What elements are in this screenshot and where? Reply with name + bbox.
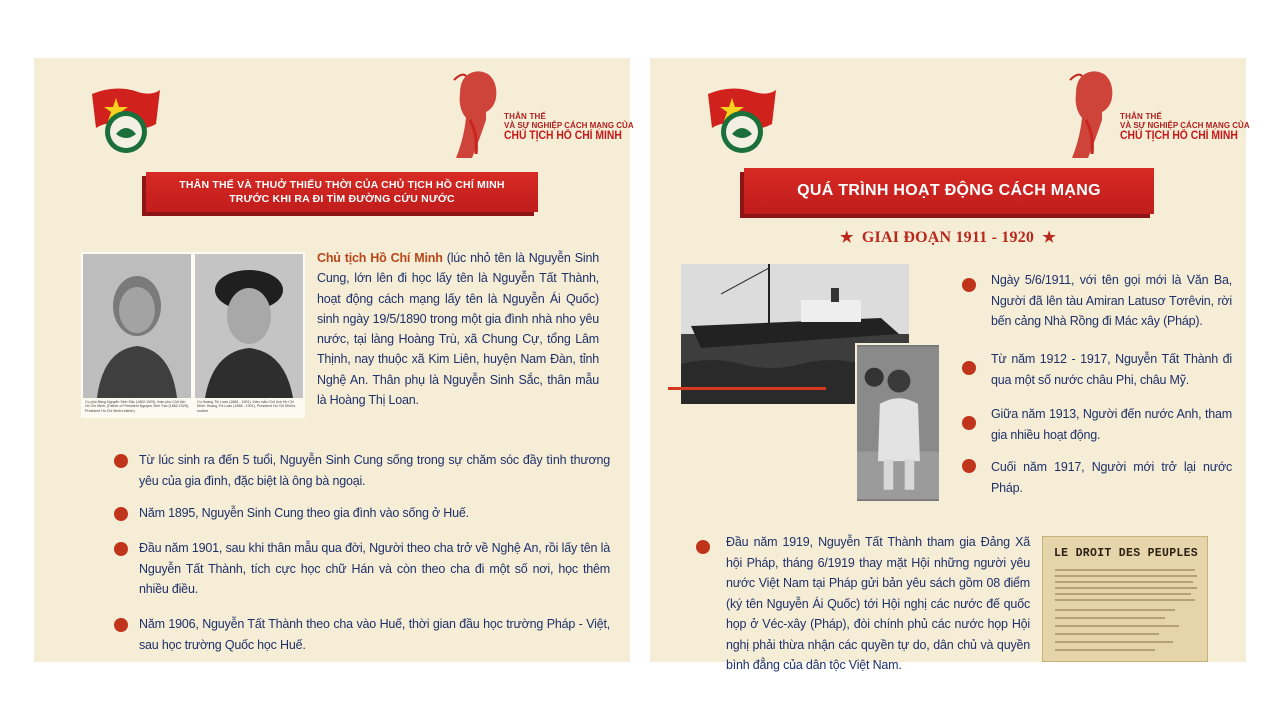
mother-photo-caption: Cụ Hoàng Thị Loan (1868 - 1901), thân mẫu Chủ tịch Hồ Chí Minh. Hoang Thi Loan (1868 - 1901), President Ho Chi Minh's mother (197, 400, 296, 413)
father-photo-caption: Cụ phó Bảng Nguyễn Sinh Sắc (1862-1929), thân phụ Chủ tịch Hồ Chí Minh. (Father of President Nguyen Sinh Sac (1862-1929), President Ho Chi Minh's father) (85, 400, 190, 413)
intro-highlight: Chủ tịch Hồ Chí Minh (317, 251, 443, 265)
versailles-paragraph (696, 532, 1030, 676)
period-heading (650, 228, 1246, 247)
intro-paragraph (317, 248, 599, 410)
bullet-text: Cuối năm 1917, Người mới trở lại nước Pháp. (991, 460, 1232, 495)
document-text-line (1055, 617, 1165, 619)
bullet-text: Đầu năm 1901, sau khi thân mẫu qua đời, Người theo cha trở về Nghệ An, rồi lấy tên là Nguyễn Tất Thành, tích cực học chữ Hán và còn theo cha đi một số nơi, học thêm nhiều điều. (139, 541, 610, 596)
brand-line-3: CHỦ TỊCH HỒ CHÍ MINH (1120, 130, 1238, 142)
right-panel (650, 58, 1250, 672)
list-item (962, 404, 1232, 445)
list-item (696, 532, 1030, 676)
bullet-dot-icon (114, 507, 128, 521)
document-text-line (1055, 641, 1173, 643)
section-title-ribbon: QUÁ TRÌNH HOẠT ĐỘNG CÁCH MẠNG (744, 168, 1154, 214)
brand-line-3: CHỦ TỊCH HỒ CHÍ MINH (504, 130, 622, 142)
bullet-dot-icon (962, 416, 976, 430)
bullet-text: Giữa năm 1913, Người đến nước Anh, tham gia nhiều hoạt động. (991, 407, 1232, 442)
bullet-text: Từ năm 1912 - 1917, Nguyễn Tất Thành đi qua một số nước châu Phi, châu Mỹ. (991, 352, 1232, 387)
bullet-text: Năm 1906, Nguyễn Tất Thành theo cha vào Huế, thời gian đầu học trường Pháp - Việt, sau học trường Quốc học Huế. (139, 617, 610, 652)
document-title: LE DROIT DES PEUPLES (1053, 547, 1199, 560)
document-text-line (1055, 633, 1159, 635)
left-panel (34, 58, 634, 662)
period-text: GIAI ĐOẠN 1911 - 1920 (861, 229, 1035, 246)
young-ho-chi-minh-photo (855, 343, 941, 503)
star-icon: ★ (840, 230, 854, 246)
list-item (110, 538, 610, 600)
brand-line-2: VÀ SỰ NGHIỆP CÁCH MẠNG CỦA (504, 121, 634, 130)
bullet-dot-icon (114, 542, 128, 556)
bullet-dot-icon (962, 361, 976, 375)
decorative-red-line (668, 387, 826, 390)
star-icon: ★ (1042, 230, 1056, 246)
father-photo (83, 254, 191, 398)
brand-logo (1062, 68, 1252, 160)
list-item (110, 503, 610, 524)
bullet-dot-icon (696, 540, 710, 554)
brand-line-1: THÂN THẾ (1120, 112, 1163, 121)
brand-line-1: THÂN THẾ (504, 112, 547, 121)
bullet-text: Ngày 5/6/1911, với tên gọi mới là Văn Ba, Người đã lên tàu Amiran Latusơ Tơrêvin, rời bến cảng Nhà Rồng đi Mác xây (Pháp). (991, 273, 1232, 328)
bullet-text: Từ lúc sinh ra đến 5 tuổi, Nguyễn Sinh Cung sống trong sự chăm sóc đầy tình thương yêu của gia đình, đặc biệt là ông bà ngoại. (139, 453, 610, 488)
list-item (962, 457, 1232, 498)
section-title-ribbon (146, 172, 538, 212)
bullet-dot-icon (962, 278, 976, 292)
document-text-line (1055, 587, 1197, 589)
bullet-dot-icon (114, 618, 128, 632)
droit-des-peuples-document (1042, 536, 1208, 662)
document-text-line (1055, 569, 1195, 571)
list-item (962, 270, 1232, 332)
mother-photo (195, 254, 303, 398)
intro-text: (lúc nhỏ tên là Nguyễn Sinh Cung, lớn lên đi học lấy tên là Nguyễn Tất Thành, hoạt động cách mạng lấy tên là Nguyễn Ái Quốc) sinh ngày 19/5/1890 trong một gia đình nhà nho yêu nước, tại làng Hoàng Trù, xã Chung Cự, tổng Lâm Thịnh, nay thuộc xã Kim Liên, huyện Nam Đàn, tỉnh Nghệ An. Thân phụ là Nguyễn Sinh Sắc, thân mẫu là Hoàng Thị Loan. (317, 251, 599, 408)
paragraph-text: Đầu năm 1919, Nguyễn Tất Thành tham gia Đảng Xã hội Pháp, tháng 6/1919 thay mặt Hội những người yêu nước Việt Nam tại Pháp gửi bản yêu sách gồm 08 điểm (ký tên Nguyễn Ái Quốc) tới Hội nghị các nước đế quốc họp ở Véc-xây (Pháp), đòi chính phủ các nước họp Hội nghị phải thừa nhận các quyền tự do, dân chủ và quyền bình đẳng của dân tộc Việt Nam. (726, 535, 1030, 672)
document-text-line (1055, 575, 1197, 577)
bullet-text: Năm 1895, Nguyễn Sinh Cung theo gia đình vào sống ở Huế. (139, 506, 469, 520)
bullet-dot-icon (114, 454, 128, 468)
document-text-line (1055, 581, 1193, 583)
youth-union-emblem (86, 84, 166, 156)
ribbon-line-2: TRƯỚC KHI RA ĐI TÌM ĐƯỜNG CỨU NƯỚC (229, 193, 455, 205)
list-item (110, 450, 610, 491)
document-text-line (1055, 625, 1179, 627)
brand-line-2: VÀ SỰ NGHIỆP CÁCH MẠNG CỦA (1120, 121, 1250, 130)
list-item (110, 614, 610, 655)
document-text-line (1055, 593, 1191, 595)
document-text-line (1055, 599, 1195, 601)
document-text-line (1055, 609, 1175, 611)
bullet-dot-icon (962, 459, 976, 473)
list-item (962, 349, 1232, 390)
youth-union-emblem (702, 84, 782, 156)
document-text-line (1055, 649, 1155, 651)
ribbon-line-1: THÂN THẾ VÀ THUỞ THIẾU THỜI CỦA CHỦ TỊCH HỒ CHÍ MINH (179, 179, 505, 191)
brand-logo (446, 68, 636, 160)
parents-photo-block (81, 252, 305, 418)
